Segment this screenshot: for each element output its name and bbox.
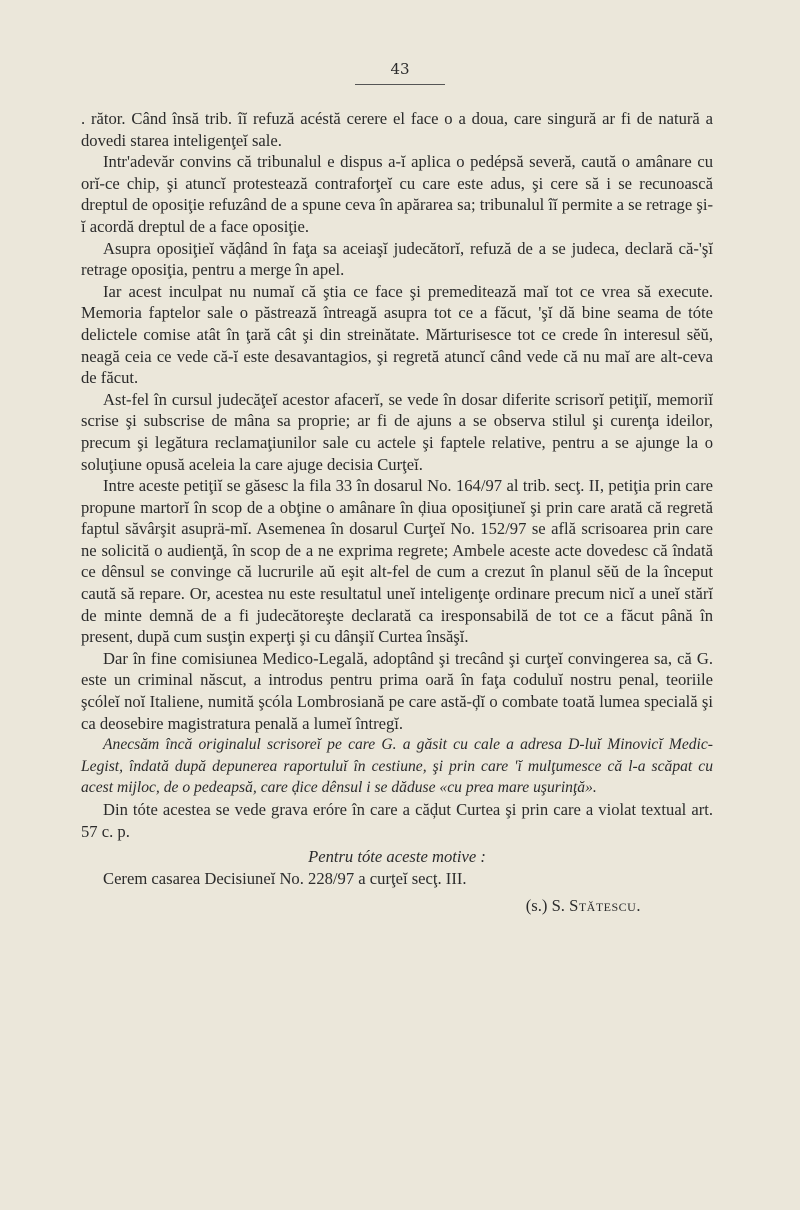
page-number: 43 (390, 60, 410, 78)
paragraph-4: Iar acest inculpat nu numaĭ că ştia ce face şi premeditează maĭ tot ce vrea să execute. Memoria faptelor sale o păstrează întreagă asupra tot ce a făcut, 'şĭ dă bine seama de tóte delictele comise atât în ţară cât şi din streinătate. Mărturisesce tot ce crede în interesul sĕŭ, neagă ceia ce vede că-ĭ este desavantagios, şi regretă atuncĭ când vede că nu maĭ are alt-ceva de făcut. (81, 281, 713, 388)
signature-prefix: (s.) S. (525, 896, 565, 916)
body-text (81, 108, 713, 917)
paragraph-conclusion: Din tóte acestea se vede grava eróre în care a căḑut Curtea şi prin care a violat textual art. 57 c. p. (81, 800, 713, 841)
signature-name: Stătescu. (569, 896, 641, 916)
paragraph-5: Ast-fel în cursul judecăţeĭ acestor afacerĭ, se vede în dosar diferite scrisorĭ petiţiĭ, memoriĭ scrise şi subscrise de mâna sa proprie; ar fi de ajuns a se observa stilul şi curenţa ideilor, precum şi legătura reclamaţiunilor sale cu actele şi faptele relative, pentru a se ajunge la o soluţiune opusă aceleia la care ajuge decisia Curţeĭ. (81, 389, 713, 474)
motive-heading: Pentru tóte aceste motive : (308, 847, 486, 867)
italic-paragraph: Anecsăm încă originalul scrisoreĭ pe care G. a găsit cu cale a adresa D-luĭ Minovicĭ Medic-Legist, îndată după depunerea raportuluĭ în cestiune, şi prin care 'ĭ mulţumesce că l-a scăpat cu acest mijloc, de o pedeapsă, care ḑice dênsul i se dăduse «cu prea mare uşurinţă». (81, 736, 713, 797)
paragraph-7: Dar în fine comisiunea Medico-Legală, adoptând şi trecând şi curţeĭ convingerea sa, că G. este un criminal născut, a introdus pentru prima oară în faţa coduluĭ nostru penal, teoriile şcóleĭ noĭ Italiene, numită şcóla Lombrosiană pe care astă-ḑĭ o combate toată lumea specială şi ca deosebire magistratura penală a lumeĭ întregĭ. (81, 648, 713, 733)
paragraph-1: . rător. Când însă trib. îĭ refuză acéstă cerere el face o a doua, care singură ar fi de natură a dovedi starea inteligenţeĭ sale. (81, 109, 713, 150)
page-number-rule (355, 84, 445, 85)
signature (81, 895, 713, 917)
paragraph-3: Asupra oposiţieĭ văḑând în faţa sa aceiaşĭ judecătorĭ, refuză de a se judeca, declară că-'şĭ retrage oposiţia, pentru a merge în apel. (81, 238, 713, 280)
paragraph-6: Intre aceste petiţiĭ se găsesc la fila 33 în dosarul No. 164/97 al trib. secţ. II, petiţia prin care propune martorĭ în scop de a obţine o amânare în ḑiua oposiţiuneĭ şi prin care arată că regretă faptul săvârşit asuprä-mĭ. Asemenea în dosarul Curţeĭ No. 152/97 se află scrisoarea prin care ne solicită o audienţă, în scop de a ne exprima regrete; Ambele aceste acte dovedesc că îndată ce dênsul se convinge că lucrurile aŭ eşit alt-fel de cum a crezut în planul sĕŭ de la început caută să repare. Or, acestea nu este resultatul uneĭ inteligenţe ordinare precum nicĭ a uneĭ stărĭ de minte demnă de a fi judecătoreşte declarată ca iresponsabilă de tot ce a făcut până în present, după cum susţin experţi şi cu dânşiĭ Curtea însăşĭ. (81, 476, 713, 647)
paragraph-2: Intr'adevăr convins că tribunalul e dispus a-ĭ aplica o pedépsă severă, caută o amânare cu orĭ-ce chip, şi atuncĭ protestează contraforţeĭ cu care este adus, şi cere să i se recunoască dreptul de oposiţie refuzând de a spune ceva în apărarea sa; tribunalul îĭ permite a se retrage şi-ĭ acordă dreptul de a face oposiţie. (81, 152, 713, 236)
request-paragraph: Cerem casarea Decisiuneĭ No. 228/97 a curţeĭ secţ. III. (103, 868, 467, 888)
